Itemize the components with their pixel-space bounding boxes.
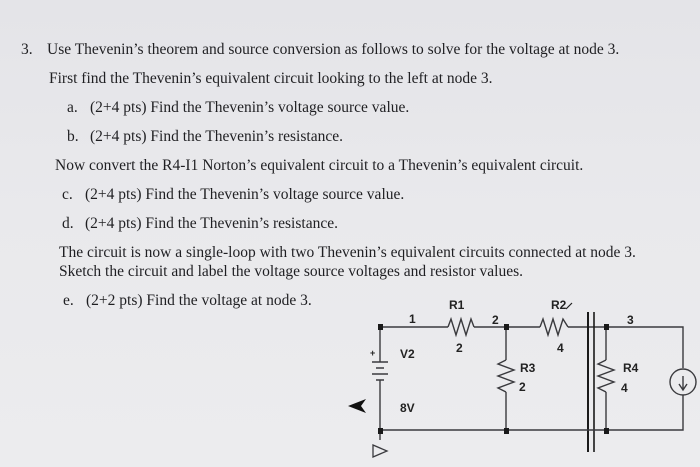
convert-line: Now convert the R4-I1 Norton’s equivalent circuit to a Thevenin’s equivalent circuit. bbox=[55, 157, 584, 174]
item-d-text: (2+4 pts) Find the Thevenin’s resistance. bbox=[85, 215, 338, 232]
r2-name: R2 bbox=[551, 298, 567, 312]
r1-resistor-symbol bbox=[448, 319, 474, 335]
item-a-text: (2+4 pts) Find the Thevenin’s voltage source value. bbox=[90, 99, 410, 116]
node-dot bbox=[604, 324, 609, 330]
small-mark-icon bbox=[566, 303, 572, 309]
r3-name: R3 bbox=[520, 361, 536, 375]
item-c-label: c. bbox=[62, 186, 73, 203]
r3-value: 2 bbox=[519, 380, 526, 394]
node-dot bbox=[604, 428, 609, 434]
r4-name: R4 bbox=[623, 361, 639, 375]
item-e-text: (2+2 pts) Find the voltage at node 3. bbox=[86, 292, 312, 309]
node-dot bbox=[504, 324, 509, 330]
item-b-text: (2+4 pts) Find the Thevenin’s resistance. bbox=[90, 128, 343, 145]
source-plus-sign: + bbox=[370, 348, 376, 358]
node-2-label: 2 bbox=[492, 313, 499, 327]
problem-number: 3. bbox=[21, 41, 33, 58]
r4-value: 4 bbox=[621, 381, 628, 395]
problem-line-2: First find the Thevenin’s equivalent circuit looking to the left at node 3. bbox=[49, 70, 493, 87]
single-loop-line-1: The circuit is now a single-loop with two Thevenin’s equivalent circuits connected at node 3. bbox=[59, 244, 636, 261]
source-name: V2 bbox=[400, 347, 415, 361]
r3-resistor-symbol bbox=[498, 360, 514, 392]
r1-value: 2 bbox=[456, 341, 463, 355]
ground-icon bbox=[373, 445, 387, 457]
current-arrow-icon bbox=[679, 376, 687, 390]
node-3-label: 3 bbox=[627, 313, 634, 327]
battery-icon bbox=[372, 362, 388, 380]
node-dot bbox=[378, 324, 383, 330]
hand-drawn-arrow-icon bbox=[348, 399, 366, 413]
problem-line-1: Use Thevenin’s theorem and source conversion as follows to solve for the voltage at node 3. bbox=[47, 41, 620, 58]
item-a-label: a. bbox=[67, 99, 78, 116]
item-d-label: d. bbox=[62, 215, 74, 232]
r2-resistor-symbol bbox=[540, 319, 568, 335]
item-e-label: e. bbox=[63, 292, 74, 309]
item-b-label: b. bbox=[67, 128, 79, 145]
item-c-text: (2+4 pts) Find the Thevenin’s voltage source value. bbox=[85, 186, 405, 203]
node-dot bbox=[378, 428, 383, 434]
source-value: 8V bbox=[400, 401, 415, 415]
single-loop-line-2: Sketch the circuit and label the voltage source voltages and resistor values. bbox=[59, 263, 523, 280]
node-1-label: 1 bbox=[409, 312, 416, 326]
r1-name: R1 bbox=[449, 298, 465, 312]
node-dot bbox=[504, 428, 509, 434]
wire-bottom bbox=[380, 395, 683, 430]
r2-value: 4 bbox=[557, 341, 564, 355]
r4-resistor-symbol bbox=[598, 360, 614, 392]
